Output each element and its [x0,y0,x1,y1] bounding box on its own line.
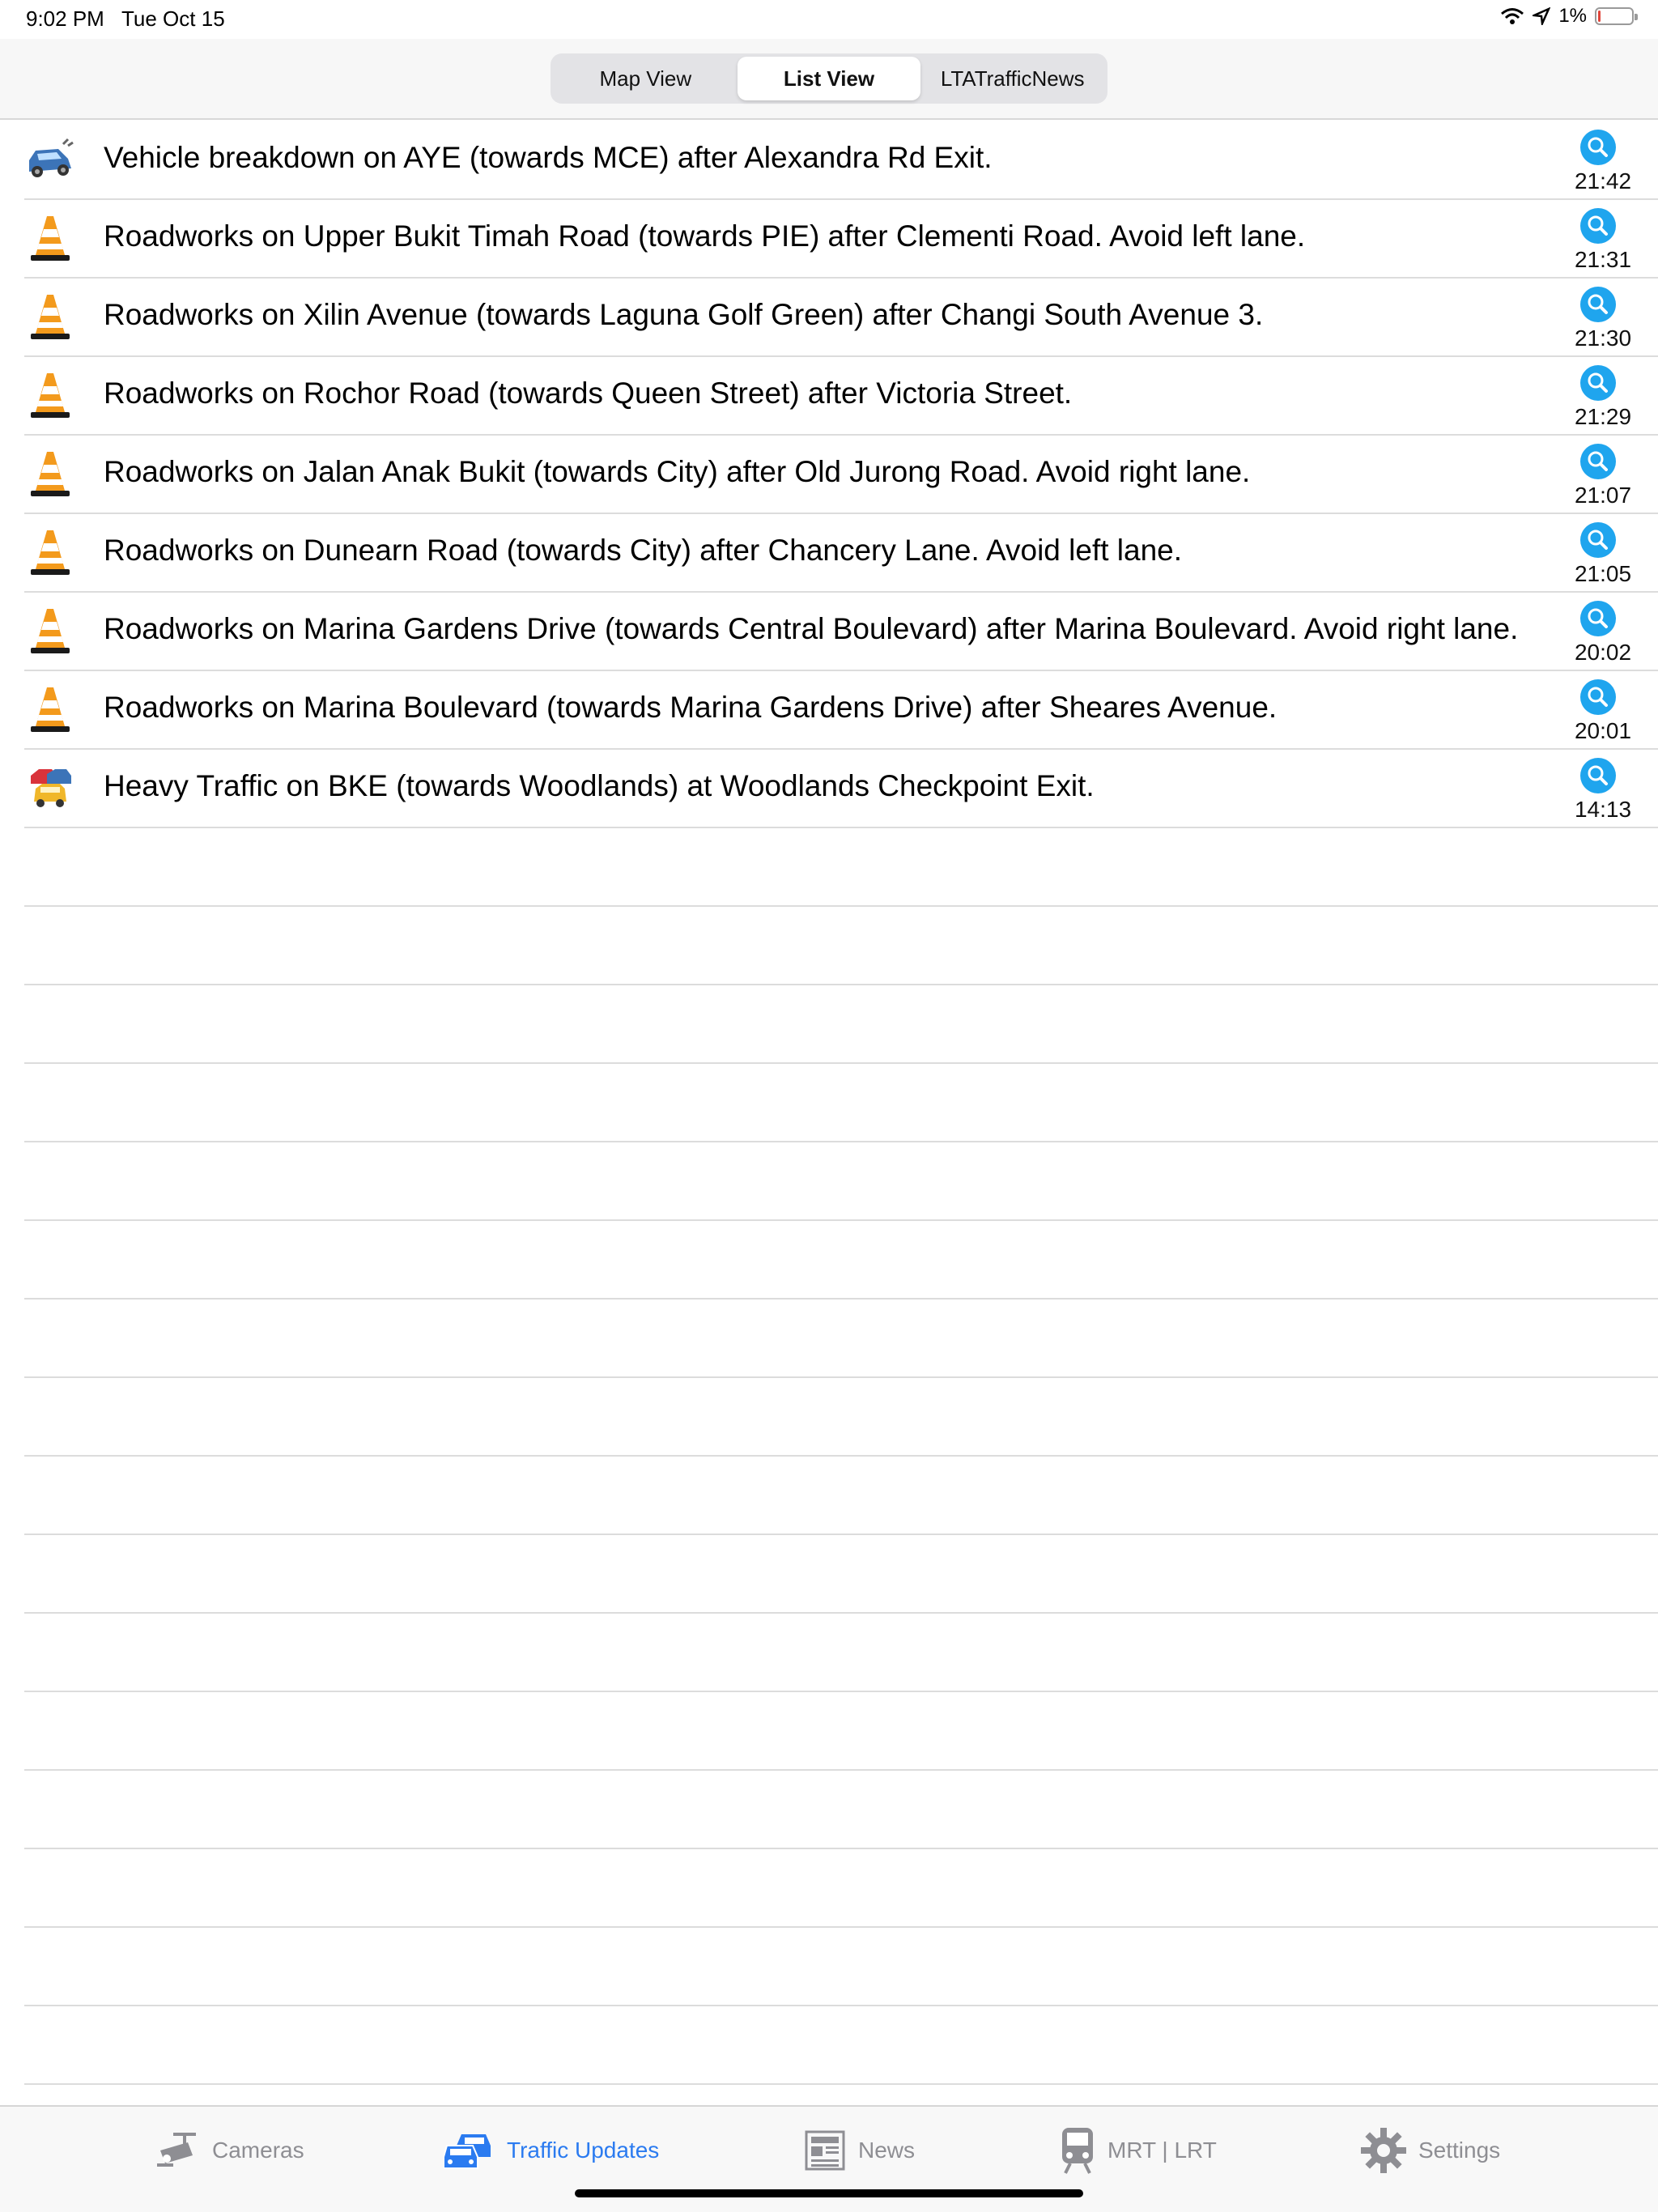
empty-row [24,985,1658,1064]
traffic-cone-icon [24,607,76,656]
list-item[interactable] [24,200,1658,279]
camera-icon [155,2131,201,2170]
locate-on-map-icon[interactable] [1580,444,1616,479]
empty-row [24,2006,1658,2085]
heavy-traffic-icon [24,764,76,813]
incident-time: 21:05 [1574,561,1632,586]
list-item[interactable] [24,593,1658,671]
cars-icon [444,2129,495,2172]
list-item[interactable] [24,436,1658,514]
traffic-cone-icon [24,686,76,734]
incident-text: Roadworks on Marina Boulevard (towards Marina Gardens Drive) after Sheares Avenue. [104,691,1278,724]
empty-row [24,1692,1658,1771]
view-segmented-control [551,53,1107,104]
empty-row [24,1221,1658,1300]
incident-text: Roadworks on Rochor Road (towards Queen Street) after Victoria Street. [104,376,1073,410]
locate-on-map-icon[interactable] [1580,601,1616,636]
incident-text: Roadworks on Jalan Anak Bukit (towards City) after Old Jurong Road. Avoid right lane. [104,455,1251,488]
list-item[interactable] [24,750,1658,828]
traffic-cone-icon [24,372,76,420]
empty-row [24,1142,1658,1221]
segment-lta-traffic-news[interactable]: LTATrafficNews [940,66,1085,91]
empty-row [24,1849,1658,1928]
home-indicator[interactable] [575,2189,1083,2197]
list-item[interactable] [24,671,1658,750]
tab-news-label: News [858,2138,916,2163]
status-right [1500,5,1634,28]
traffic-cone-icon [24,215,76,263]
locate-on-map-icon[interactable] [1580,522,1616,558]
incident-text: Heavy Traffic on BKE (towards Woodlands) at Woodlands Checkpoint Exit. [104,769,1095,802]
traffic-cone-icon [24,529,76,577]
incident-time: 21:42 [1574,168,1632,194]
train-icon [1059,2126,1096,2175]
traffic-cone-icon [24,450,76,499]
tab-cameras-label: Cameras [212,2138,304,2163]
list-item[interactable] [24,514,1658,593]
incident-time: 21:29 [1574,404,1632,429]
empty-row [24,1614,1658,1692]
empty-row [24,907,1658,985]
tab-cameras[interactable] [155,2126,304,2175]
traffic-cone-icon [24,293,76,342]
empty-row [24,1300,1658,1378]
locate-on-map-icon[interactable] [1580,287,1616,322]
gear-icon [1360,2127,1407,2174]
empty-row [24,1378,1658,1457]
incident-time: 14:13 [1574,797,1632,822]
header [0,39,1658,120]
tab-settings-label: Settings [1418,2138,1501,2163]
locate-on-map-icon[interactable] [1580,130,1616,165]
battery-percent: 1% [1558,5,1587,27]
tab-mrt-lrt[interactable] [1059,2126,1217,2175]
tab-settings[interactable] [1360,2126,1500,2175]
empty-row [24,828,1658,907]
incident-text: Roadworks on Marina Gardens Drive (towards Central Boulevard) after Marina Boulevard. Avoid right lane. [104,612,1519,645]
incident-time: 20:02 [1574,640,1632,665]
empty-row [24,1064,1658,1142]
locate-on-map-icon[interactable] [1580,365,1616,401]
locate-on-map-icon[interactable] [1580,758,1616,793]
list-item[interactable] [24,357,1658,436]
tab-mrt-lrt-label: MRT | LRT [1107,2138,1217,2163]
incident-text: Roadworks on Xilin Avenue (towards Laguna Golf Green) after Changi South Avenue 3. [104,298,1264,331]
status-time: 9:02 PM [26,6,104,31]
newspaper-icon [803,2129,847,2172]
empty-row [24,1928,1658,2006]
empty-row [24,1535,1658,1614]
incident-time: 21:30 [1574,325,1632,351]
tab-traffic-updates-label: Traffic Updates [507,2138,660,2163]
empty-row [24,1457,1658,1535]
status-date: Tue Oct 15 [121,6,225,31]
segment-list-view[interactable]: List View [738,57,921,100]
incident-time: 21:07 [1574,483,1632,508]
status-bar [0,0,1658,39]
tab-news[interactable] [803,2126,915,2175]
incident-text: Roadworks on Upper Bukit Timah Road (towards PIE) after Clementi Road. Avoid left lane. [104,219,1306,253]
vehicle-breakdown-icon [24,136,76,185]
segment-map-view[interactable]: Map View [599,66,692,91]
list-item[interactable] [24,279,1658,357]
incident-time: 21:31 [1574,247,1632,272]
incident-text: Roadworks on Dunearn Road (towards City) after Chancery Lane. Avoid left lane. [104,534,1183,567]
incident-list [0,121,1658,2085]
wifi-icon [1500,6,1524,26]
battery-icon [1595,7,1634,25]
locate-on-map-icon[interactable] [1580,208,1616,244]
incident-text: Vehicle breakdown on AYE (towards MCE) after Alexandra Rd Exit. [104,141,993,174]
list-item[interactable] [24,121,1658,200]
incident-time: 20:01 [1574,718,1632,743]
location-arrow-icon [1533,7,1550,25]
empty-row [24,1771,1658,1849]
locate-on-map-icon[interactable] [1580,679,1616,715]
tab-traffic-updates[interactable] [444,2126,659,2175]
